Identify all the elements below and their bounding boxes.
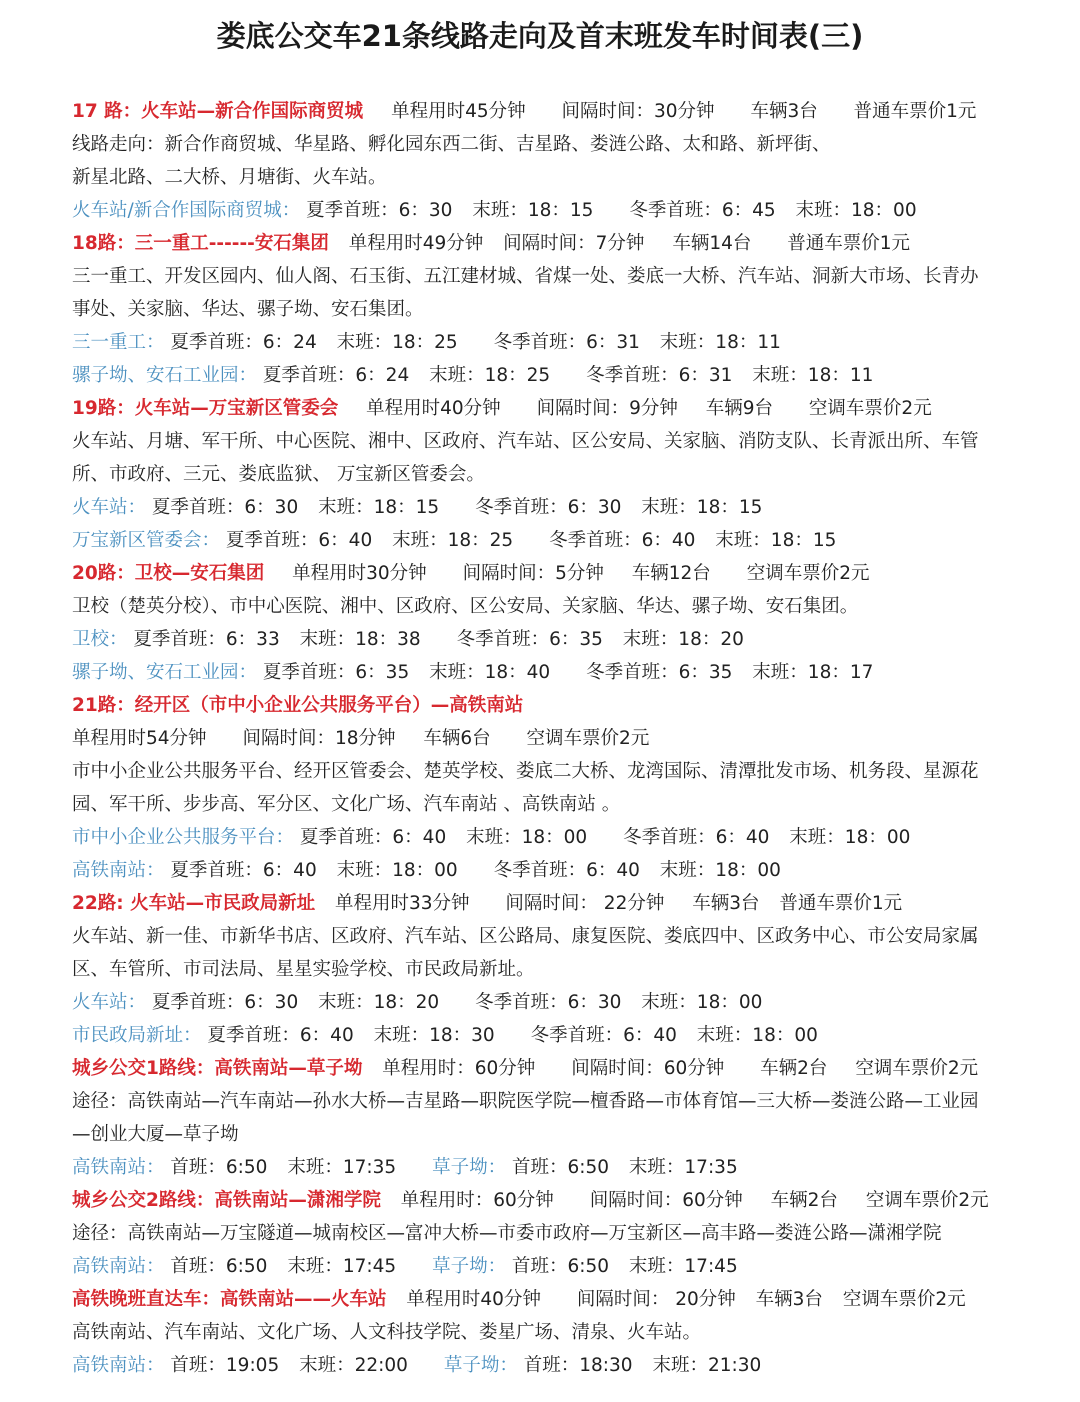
station-label: 火车站/新合作国际商贸城： — [72, 200, 301, 221]
last-bus: 末班：22:00 — [299, 1355, 408, 1376]
route-fare: 普通车票价1元 — [779, 893, 903, 914]
summer-first: 夏季首班：6：30 — [151, 992, 299, 1013]
winter-last: 末班：18：00 — [641, 992, 763, 1013]
route-interval: 间隔时间： 22分钟 — [505, 893, 665, 914]
summer-last: 末班：18：40 — [429, 662, 551, 683]
winter-last: 末班：18：11 — [752, 365, 874, 386]
summer-last: 末班：18：20 — [318, 992, 440, 1013]
winter-last: 末班：18：17 — [752, 662, 874, 683]
summer-first: 夏季首班：6：30 — [306, 200, 453, 221]
station-label: 卫校： — [72, 629, 128, 650]
route-heading: 城乡公交2路线：高铁南站—潇湘学院 — [72, 1190, 381, 1211]
station-label: 骡子坳、安石工业园： — [72, 662, 258, 683]
route-duration: 单程用时45分钟 — [391, 101, 526, 122]
route-path-line: —创业大厦—草子坳 — [72, 1124, 239, 1145]
station-label: 高铁南站： — [72, 1256, 165, 1277]
route-path-line: 事处、关家脑、华达、骡子坳、安石集团。 — [72, 299, 424, 320]
winter-last: 末班：18：15 — [641, 497, 763, 518]
summer-last: 末班：18：15 — [318, 497, 440, 518]
route-fare: 普通车票价1元 — [853, 101, 977, 122]
route-path-line: 新星北路、二大桥、月塘街、火车站。 — [72, 167, 387, 188]
schedule-row — [72, 626, 744, 654]
route-fare: 空调车票价2元 — [526, 728, 650, 749]
summer-last: 末班：18：00 — [336, 860, 458, 881]
route-heading: 19路：火车站—万宝新区管委会 — [72, 398, 339, 419]
route-path-line: 市中小企业公共服务平台、经开区管委会、楚英学校、娄底二大桥、龙湾国际、清潭批发市场、机务段、星源花 — [72, 761, 979, 782]
route-path-line: 火车站、月塘、军干所、中心医院、湘中、区政府、汽车站、区公安局、关家脑、消防支队、长青派出所、车管 — [72, 431, 979, 452]
route-path-line: 园、军干所、步步高、军分区、文化广场、汽车南站 、高铁南站 。 — [72, 794, 621, 815]
route-heading: 城乡公交1路线：高铁南站—草子坳 — [72, 1058, 363, 1079]
route-interval: 间隔时间： 20分钟 — [576, 1289, 736, 1310]
summer-last: 末班：18：38 — [299, 629, 421, 650]
route-20-header — [72, 560, 869, 588]
summer-last: 末班：18：15 — [472, 200, 594, 221]
route-21-header — [72, 692, 523, 720]
route-fare: 空调车票价2元 — [842, 1289, 966, 1310]
route-duration: 单程用时40分钟 — [406, 1289, 541, 1310]
schedule-row — [72, 824, 910, 852]
route-path-line: 火车站、新一佳、市新华书店、区政府、汽车站、区公路局、康复医院、娄底四中、区政务中心、市公安局家属 — [72, 926, 979, 947]
station-label: 高铁南站： — [72, 1355, 165, 1376]
route-vehicles: 车辆3台 — [692, 893, 760, 914]
schedule-row — [72, 1154, 738, 1182]
schedule-row — [72, 1352, 761, 1380]
route-path-line: 区、车管所、市司法局、星星实验学校、市民政局新址。 — [72, 959, 535, 980]
schedule-row — [72, 1022, 818, 1050]
station-label: 骡子坳、安石工业园： — [72, 365, 258, 386]
route-heading: 22路: 火车站—市民政局新址 — [72, 893, 316, 914]
winter-first: 冬季首班：6：35 — [586, 662, 733, 683]
route-vehicles: 车辆3台 — [750, 101, 818, 122]
route-duration: 单程用时40分钟 — [366, 398, 501, 419]
summer-first: 夏季首班：6：33 — [133, 629, 280, 650]
route-duration: 单程用时49分钟 — [348, 233, 484, 254]
winter-last: 末班：18：15 — [715, 530, 837, 551]
winter-first: 冬季首班：6：45 — [629, 200, 776, 221]
summer-last: 末班：18：25 — [429, 365, 551, 386]
winter-last: 末班：18：00 — [696, 1025, 818, 1046]
route-heading: 18路：三一重工------安石集团 — [72, 233, 329, 254]
schedule-row — [72, 527, 836, 555]
station-label: 高铁南站： — [72, 1157, 165, 1178]
rural-1-header — [72, 1055, 978, 1083]
winter-first: 冬季首班：6：30 — [475, 497, 622, 518]
route-fare: 空调车票价2元 — [865, 1190, 989, 1211]
route-fare: 空调车票价2元 — [746, 563, 870, 584]
route-interval: 间隔时间：18分钟 — [242, 728, 396, 749]
schedule-row — [72, 989, 762, 1017]
route-vehicles: 车辆3台 — [755, 1289, 823, 1310]
station-label: 三一重工： — [72, 332, 165, 353]
route-21-info — [72, 725, 649, 753]
summer-first: 夏季首班：6：24 — [262, 365, 410, 386]
route-17-header — [72, 98, 976, 126]
schedule-row — [72, 857, 781, 885]
route-interval: 间隔时间：9分钟 — [536, 398, 678, 419]
summer-last: 末班：18：25 — [392, 530, 514, 551]
winter-first: 冬季首班：6：40 — [530, 1025, 677, 1046]
route-path-line: 高铁南站、汽车南站、文化广场、人文科技学院、娄星广场、清泉、火车站。 — [72, 1322, 702, 1343]
winter-last: 末班：18：20 — [622, 629, 744, 650]
route-path-line: 卫校（楚英分校）、市中心医院、湘中、区政府、区公安局、关家脑、华达、骡子坳、安石集团。 — [72, 596, 859, 617]
summer-first: 夏季首班：6：40 — [170, 860, 317, 881]
route-vehicles: 车辆14台 — [672, 233, 752, 254]
route-path-line: 途径：高铁南站—汽车南站—孙水大桥—吉星路—职院医学院—檀香路—市体育馆—三大桥—娄涟公路—工业园 — [72, 1091, 979, 1112]
station-label: 万宝新区管委会： — [72, 530, 221, 551]
schedule-row — [72, 1253, 738, 1281]
route-18-header — [72, 230, 910, 258]
route-vehicles: 车辆6台 — [423, 728, 491, 749]
winter-last: 末班：18：00 — [659, 860, 781, 881]
schedule-row — [72, 329, 781, 357]
route-19-header — [72, 395, 932, 423]
route-vehicles: 车辆2台 — [770, 1190, 838, 1211]
route-duration: 单程用时54分钟 — [72, 728, 207, 749]
route-path-line: 途径：高铁南站—万宝隧道—城南校区—富冲大桥—市委市政府—万宝新区—高丰路—娄涟公路—潇湘学院 — [72, 1223, 942, 1244]
summer-last: 末班：18：30 — [373, 1025, 495, 1046]
winter-first: 冬季首班：6：40 — [623, 827, 770, 848]
last-bus: 末班：17:35 — [628, 1157, 738, 1178]
rural-2-header — [72, 1187, 989, 1215]
summer-last: 末班：18：25 — [336, 332, 458, 353]
station-label: 草子坳： — [432, 1157, 507, 1178]
route-interval: 间隔时间：5分钟 — [462, 563, 604, 584]
schedule-row — [72, 362, 873, 390]
route-duration: 单程用时：60分钟 — [382, 1058, 536, 1079]
route-heading: 20路：卫校—安石集团 — [72, 563, 265, 584]
last-bus: 末班：17:45 — [628, 1256, 738, 1277]
schedule-row — [72, 197, 917, 225]
summer-first: 夏季首班：6：24 — [170, 332, 317, 353]
station-label: 火车站： — [72, 992, 147, 1013]
winter-first: 冬季首班：6：31 — [586, 365, 733, 386]
route-vehicles: 车辆12台 — [631, 563, 711, 584]
winter-last: 末班：18：00 — [789, 827, 911, 848]
route-interval: 间隔时间：7分钟 — [503, 233, 645, 254]
winter-first: 冬季首班：6：35 — [456, 629, 603, 650]
last-bus: 末班：17:35 — [287, 1157, 397, 1178]
route-duration: 单程用时：60分钟 — [400, 1190, 554, 1211]
express-header — [72, 1286, 966, 1314]
route-heading: 17 路：火车站—新合作国际商贸城 — [72, 101, 364, 122]
route-vehicles: 车辆9台 — [705, 398, 774, 419]
winter-first: 冬季首班：6：31 — [493, 332, 640, 353]
route-interval: 间隔时间：60分钟 — [571, 1058, 725, 1079]
last-bus: 末班：17:45 — [287, 1256, 397, 1277]
station-label: 市民政局新址： — [72, 1025, 202, 1046]
first-bus: 首班：6:50 — [511, 1157, 610, 1178]
winter-first: 冬季首班：6：40 — [549, 530, 696, 551]
route-duration: 单程用时33分钟 — [334, 893, 470, 914]
summer-first: 夏季首班：6：40 — [207, 1025, 354, 1046]
summer-first: 夏季首班：6：30 — [151, 497, 299, 518]
first-bus: 首班：6:50 — [170, 1157, 268, 1178]
summer-first: 夏季首班：6：40 — [299, 827, 447, 848]
summer-first: 夏季首班：6：35 — [262, 662, 410, 683]
schedule-row — [72, 494, 762, 522]
route-fare: 空调车票价2元 — [808, 398, 932, 419]
route-vehicles: 车辆2台 — [760, 1058, 828, 1079]
route-fare: 普通车票价1元 — [787, 233, 911, 254]
station-label: 草子坳： — [432, 1256, 507, 1277]
route-fare: 空调车票价2元 — [855, 1058, 979, 1079]
first-bus: 首班：6:50 — [511, 1256, 610, 1277]
route-heading: 高铁晚班直达车：高铁南站——火车站 — [72, 1289, 387, 1310]
route-interval: 间隔时间：60分钟 — [589, 1190, 743, 1211]
route-path-line: 所、市政府、三元、娄底监狱、 万宝新区管委会。 — [72, 464, 485, 485]
station-label: 高铁南站： — [72, 860, 165, 881]
route-heading: 21路：经开区（市中小企业公共服务平台）—高铁南站 — [72, 695, 524, 716]
winter-last: 末班：18：11 — [659, 332, 781, 353]
route-22-header — [72, 890, 902, 918]
schedule-row — [72, 659, 873, 687]
route-path-line: 三一重工、开发区园内、仙人阁、石玉街、五江建材城、省煤一处、娄底一大桥、汽车站、洞新大市场、长青办 — [72, 266, 979, 287]
summer-last: 末班：18：00 — [466, 827, 588, 848]
last-bus: 末班：21:30 — [652, 1355, 762, 1376]
first-bus: 首班：19:05 — [170, 1355, 280, 1376]
winter-last: 末班：18：00 — [795, 200, 917, 221]
route-interval: 间隔时间：30分钟 — [561, 101, 715, 122]
summer-first: 夏季首班：6：40 — [225, 530, 373, 551]
winter-first: 冬季首班：6：30 — [475, 992, 622, 1013]
station-label: 市中小企业公共服务平台： — [72, 827, 295, 848]
route-path-line: 线路走向：新合作商贸城、华星路、孵化园东西二街、吉星路、娄涟公路、太和路、新坪街、 — [72, 134, 831, 155]
page-title: 娄底公交车21条线路走向及首末班发车时间表(三) — [216, 19, 864, 53]
station-label: 草子坳： — [443, 1355, 518, 1376]
winter-first: 冬季首班：6：40 — [493, 860, 640, 881]
first-bus: 首班：6:50 — [170, 1256, 268, 1277]
first-bus: 首班：18:30 — [523, 1355, 633, 1376]
route-duration: 单程用时30分钟 — [292, 563, 427, 584]
station-label: 火车站： — [72, 497, 147, 518]
